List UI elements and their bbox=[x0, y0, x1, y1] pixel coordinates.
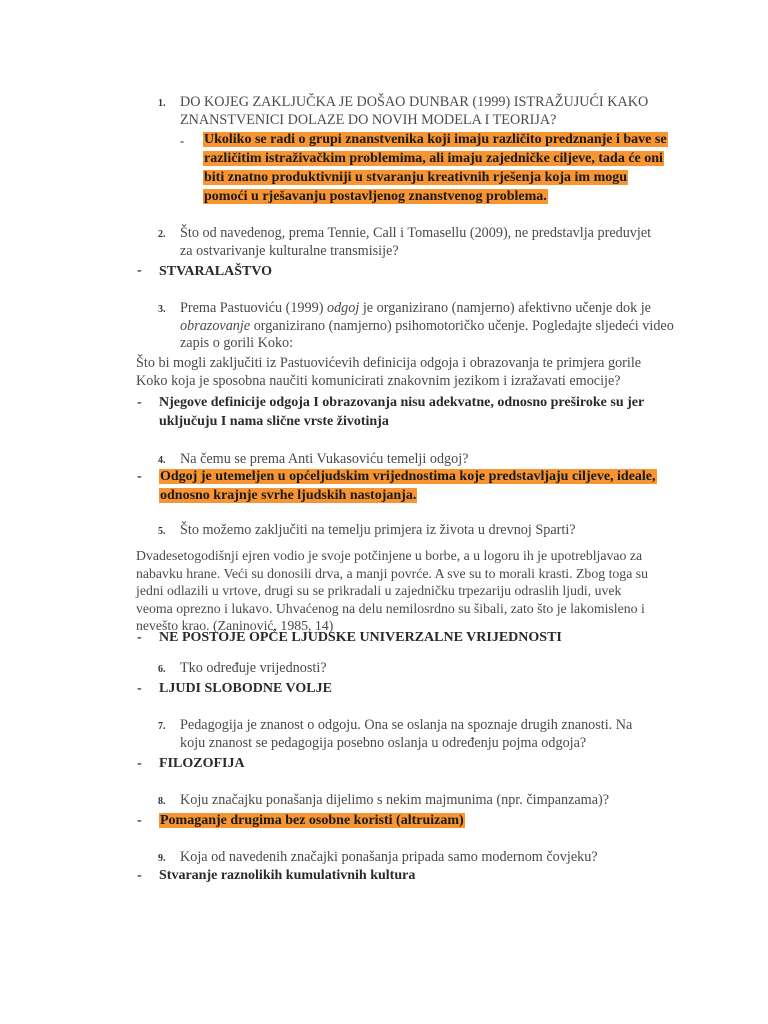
question-number: 6. bbox=[158, 664, 166, 675]
question-number: 4. bbox=[158, 455, 166, 466]
question-number: 2. bbox=[158, 229, 166, 240]
question-3: Prema Pastuoviću (1999) odgoj je organizirano (namjerno) afektivno učenje dok je obrazovanje organizirano (namjerno) psihomotoričko učenje. Pogledajte sljedeći video zapis o gorili Koko: bbox=[180, 300, 674, 351]
answer-8: Pomaganje drugima bez osobne koristi (altruizam) bbox=[160, 813, 464, 828]
answer-bullet: - bbox=[137, 630, 142, 645]
question-number: 3. bbox=[158, 304, 166, 315]
answer-bullet: - bbox=[137, 469, 142, 484]
answer-7: FILOZOFIJA bbox=[159, 756, 245, 771]
sub-bullet: - bbox=[180, 134, 184, 148]
question-7: Pedagogija je znanost o odgoju. Ona se oslanja na spoznaje drugih znanosti. Na koju znanost se pedagogija posebno oslanja u određenju pojma odgoja? bbox=[180, 717, 633, 751]
answer-bullet: - bbox=[137, 868, 142, 883]
question-8: Koju značajku ponašanja dijelimo s nekim majmunima (npr. čimpanzama)? bbox=[180, 792, 610, 808]
question-4: Na čemu se prema Anti Vukasoviću temelji odgoj? bbox=[180, 451, 469, 467]
question-number: 9. bbox=[158, 853, 166, 864]
answer-bullet: - bbox=[137, 395, 142, 410]
answer-bullet: - bbox=[137, 263, 142, 278]
question-number: 5. bbox=[158, 526, 166, 537]
answer-4: Odgoj je utemeljen u općeljudskim vrijednostima koje predstavljaju ciljeve, ideale, odnosno krajnje svrhe ljudskih nastojanja. bbox=[160, 469, 656, 503]
question-number: 8. bbox=[158, 796, 166, 807]
answer-bullet: - bbox=[137, 813, 142, 828]
answer-9: Stvaranje raznolikih kumulativnih kultura bbox=[159, 868, 416, 883]
question-9: Koja od navedenih značajki ponašanja pripada samo modernom čovjeku? bbox=[180, 849, 598, 865]
answer-2: STVARALAŠTVO bbox=[159, 264, 273, 279]
answer-bullet: - bbox=[137, 681, 142, 696]
question-1: DO KOJEG ZAKLJUČKA JE DOŠAO DUNBAR (1999) ISTRAŽUJUĆI KAKO ZNANSTVENICI DOLAZE DO NOVIH MODELA I TEORIJA? bbox=[180, 94, 649, 128]
answer-3: Njegove definicije odgoja I obrazovanja nisu adekvatne, odnosno preširoke su jer uključuju I nama slične vrste životinja bbox=[159, 395, 644, 429]
question-6: Tko određuje vrijednosti? bbox=[180, 660, 327, 676]
question-number: 7. bbox=[158, 721, 166, 732]
sparta-paragraph: Dvadesetogodišnji ejren vodio je svoje potčinjene u borbe, a u logoru ih je upotrebljavao za nabavku hrane. Veći su donosili drva, a manji povrće. A sve su to morali krasti. Zbog toga su jedni odlazili u vrtove, drugi su se prikradali u zajedničku trpezariju odraslih ljudi, uvek veoma oprezno i lukavo. Uhvaćenog na delu nemilosrdno su šibali, zato što je lakomisleno i nevešto krao. (Zaninović, 1985, 14) bbox=[136, 548, 649, 633]
question-3-followup: Što bi mogli zaključiti iz Pastuovićevih definicija odgoja i obrazovanja te primjera gorile Koko koja je sposobna naučiti komunicirati znakovnim jezikom i izražavati emocije? bbox=[136, 355, 642, 389]
question-2: Što od navedenog, prema Tennie, Call i Tomasellu (2009), ne predstavlja preduvjet za ostvarivanje kulturalne transmisije? bbox=[180, 225, 652, 259]
answer-bullet: - bbox=[137, 756, 142, 771]
answer-5: NE POSTOJE OPĆE LJUDSKE UNIVERZALNE VRIJEDNOSTI bbox=[159, 630, 562, 645]
answer-6: LJUDI SLOBODNE VOLJE bbox=[159, 681, 332, 696]
answer-1: Ukoliko se radi o grupi znanstvenika koji imaju različito predznanje i bave se različitim istraživačkim problemima, ali imaju zajedničke ciljeve, tada će oni biti znatno produktivniji u stvaranju kreativnih rješenja koja im mogu pomoći u rješavanju postavljenog znanstvenog problema. bbox=[204, 132, 667, 204]
question-5: Što možemo zaključiti na temelju primjera iz života u drevnoj Sparti? bbox=[180, 522, 576, 538]
question-number: 1. bbox=[158, 98, 166, 109]
